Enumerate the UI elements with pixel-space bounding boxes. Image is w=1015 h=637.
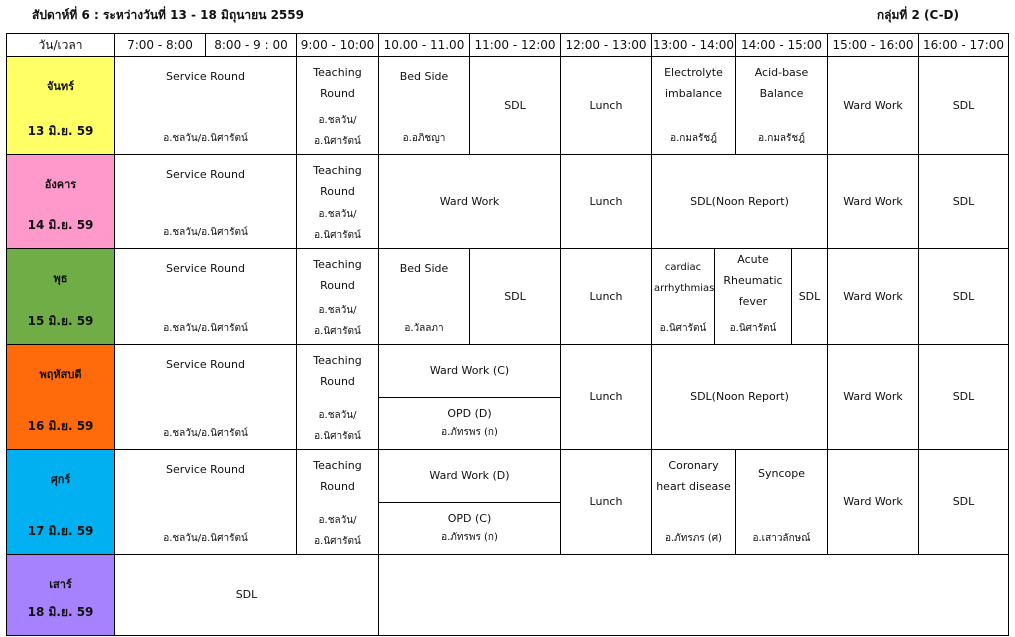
day-date: 13 มิ.ย. 59 xyxy=(27,124,94,138)
syncope-cell: Syncope อ.เสาวลักษณ์ xyxy=(736,450,828,555)
teaching-round-cell: Teaching Round อ.ชลวัน/ อ.นิศารัตน์ xyxy=(297,57,379,155)
col-header-time: 14:00 - 15:00 xyxy=(736,34,828,57)
day-name: พุธ xyxy=(53,272,68,286)
teaching-round-cell: Teaching Round อ.ชลวัน/ อ.นิศารัตน์ xyxy=(297,249,379,345)
service-round-cell: Service Round อ.ชลวัน/อ.นิศารัตน์ xyxy=(115,155,297,249)
sdl-cell: SDL xyxy=(919,450,1009,555)
opd-block: OPD (D) อ.ภัทรพร (ก) xyxy=(441,407,498,439)
teaching-round-cell: Teaching Round อ.ชลวัน/ อ.นิศารัตน์ xyxy=(297,450,379,555)
ward-work-cell: Ward Work xyxy=(828,155,919,249)
ward-work-top: Ward Work (D) xyxy=(379,450,560,503)
service-round-cell: Service Round อ.ชลวัน/อ.นิศารัตน์ xyxy=(115,57,297,155)
ward-work-cell: Ward Work xyxy=(828,57,919,155)
day-date: 14 มิ.ย. 59 xyxy=(27,218,94,232)
day-name: จันทร์ xyxy=(46,80,75,94)
lunch-cell: Lunch xyxy=(561,249,652,345)
col-header-time: 8:00 - 9 : 00 xyxy=(206,34,297,57)
sdl-cell: SDL xyxy=(115,555,379,636)
group-label: กลุ่มที่ 2 (C-D) xyxy=(876,8,959,22)
rheumatic-fever-cell: Acute Rheumatic fever อ.นิศารัตน์ xyxy=(715,249,792,344)
teaching-round-cell: Teaching Round อ.ชลวัน/ อ.นิศารัตน์ xyxy=(297,155,379,249)
week-header: สัปดาห์ที่ 6 : ระหว่างวันที่ 13 - 18 มิถุนายน 2559 xyxy=(32,8,304,22)
ward-work-cell: Ward Work xyxy=(379,155,561,249)
bedside-cell: Bed Side อ.อภิชญา xyxy=(379,57,470,155)
row-friday xyxy=(7,450,1009,555)
lunch-cell: Lunch xyxy=(561,155,652,249)
col-header-time: 9:00 - 10:00 xyxy=(297,34,379,57)
day-cell-saturday xyxy=(7,555,115,636)
teaching-round-cell: Teaching Round อ.ชลวัน/ อ.นิศารัตน์ xyxy=(297,345,379,450)
schedule-table xyxy=(6,33,1009,636)
lunch-cell: Lunch xyxy=(561,57,652,155)
coronary-cell: Coronary heart disease อ.ภัทรภร (ศ) xyxy=(652,450,736,555)
day-cell-tuesday xyxy=(7,155,115,249)
col-header-time: 13:00 - 14:00 xyxy=(652,34,736,57)
col-header-time: 12:00 - 13:00 xyxy=(561,34,652,57)
sdl-cell: SDL xyxy=(919,155,1009,249)
empty-cell xyxy=(379,555,1009,636)
ward-opd-cell xyxy=(379,345,561,450)
acid-base-cell: Acid-base Balance อ.กมลรัชฎ์ xyxy=(736,57,828,155)
day-name: ศุกร์ xyxy=(50,473,71,487)
col-header-day: วัน/เวลา xyxy=(7,34,115,57)
col-header-time: 10.00 - 11.00 xyxy=(379,34,470,57)
ward-opd-cell xyxy=(379,450,561,555)
sdl-cell: SDL xyxy=(919,57,1009,155)
header-row xyxy=(7,34,1009,57)
afternoon-lectures-cell xyxy=(652,249,828,345)
day-date: 16 มิ.ย. 59 xyxy=(27,419,94,433)
opd-block: OPD (C) อ.ภัทรพร (ก) xyxy=(441,512,498,544)
bedside-cell: Bed Side อ.วัลลภา xyxy=(379,249,470,345)
day-cell-thursday xyxy=(7,345,115,450)
electrolyte-cell: Electrolyte imbalance อ.กมลรัชฎ์ xyxy=(652,57,736,155)
row-saturday xyxy=(7,555,1009,636)
service-round-cell: Service Round อ.ชลวัน/อ.นิศารัตน์ xyxy=(115,450,297,555)
row-tuesday xyxy=(7,155,1009,249)
day-date: 15 มิ.ย. 59 xyxy=(27,314,94,328)
lunch-cell: Lunch xyxy=(561,450,652,555)
day-name: พฤหัสบดี xyxy=(39,368,82,382)
service-round-cell: Service Round อ.ชลวัน/อ.นิศารัตน์ xyxy=(115,345,297,450)
sdl-cell: SDL xyxy=(919,345,1009,450)
col-header-time: 16:00 - 17:00 xyxy=(919,34,1009,57)
row-thursday xyxy=(7,345,1009,450)
ward-work-cell: Ward Work xyxy=(828,345,919,450)
ward-work-top: Ward Work (C) xyxy=(379,345,560,398)
day-date: 18 มิ.ย. 59 xyxy=(27,605,94,619)
col-header-time: 7:00 - 8:00 xyxy=(115,34,206,57)
day-date: 17 มิ.ย. 59 xyxy=(27,524,94,538)
service-round-cell: Service Round อ.ชลวัน/อ.นิศารัตน์ xyxy=(115,249,297,345)
noon-report-cell: SDL(Noon Report) xyxy=(652,345,828,450)
day-cell-wednesday xyxy=(7,249,115,345)
day-name: อังคาร xyxy=(44,178,77,192)
ward-work-cell: Ward Work xyxy=(828,450,919,555)
day-cell-friday xyxy=(7,450,115,555)
sdl-cell: SDL xyxy=(470,57,561,155)
row-wednesday xyxy=(7,249,1009,345)
ward-work-cell: Ward Work xyxy=(828,249,919,345)
col-header-time: 11:00 - 12:00 xyxy=(470,34,561,57)
noon-report-cell: SDL(Noon Report) xyxy=(652,155,828,249)
row-monday xyxy=(7,57,1009,155)
sdl-cell: SDL xyxy=(470,249,561,345)
lunch-cell: Lunch xyxy=(561,345,652,450)
sdl-cell: SDL xyxy=(919,249,1009,345)
cardiac-arrhythmias-cell: cardiac arrhythmias อ.นิศารัตน์ xyxy=(654,262,715,334)
day-cell-monday xyxy=(7,57,115,155)
day-name: เสาร์ xyxy=(49,578,72,592)
col-header-time: 15:00 - 16:00 xyxy=(828,34,919,57)
sdl-cell: SDL xyxy=(792,249,828,344)
